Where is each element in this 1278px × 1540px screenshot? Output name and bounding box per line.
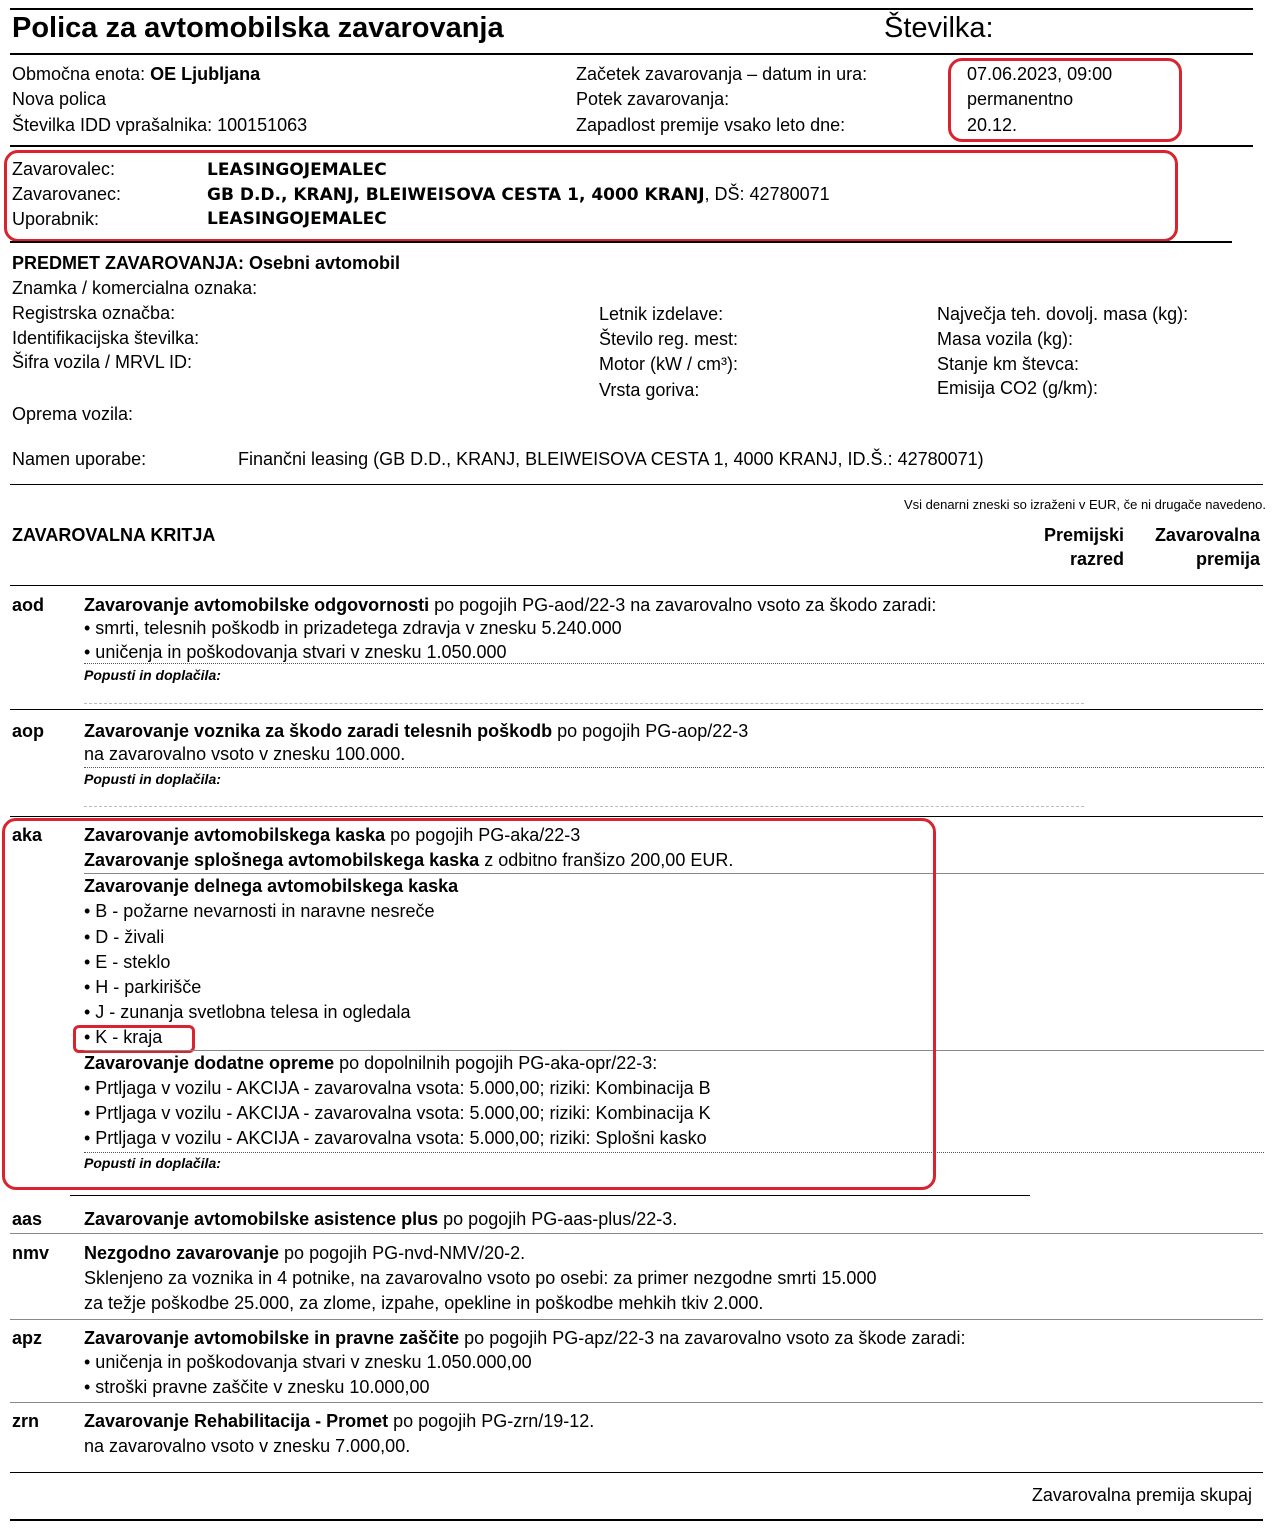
aod-line-1: • smrti, telesnih poškodb in prizadetega zdravja v znesku 5.240.000 bbox=[84, 618, 622, 638]
zrn-rule bbox=[10, 1472, 1263, 1473]
aop-rule bbox=[10, 816, 1263, 817]
aod-discounts: Popusti in doplačila: bbox=[84, 667, 221, 683]
apz-heading: Zavarovanje avtomobilske in pravne zaščite po pogojih PG-apz/22-3 na zavarovalno vsoto za škode zaradi: bbox=[84, 1328, 966, 1348]
policyholder-value: LEASINGOJEMALEC bbox=[207, 160, 387, 180]
aka-dotted-rule bbox=[84, 1152, 1264, 1153]
odometer-label: Stanje km števca: bbox=[937, 354, 1080, 374]
vin-label: Identifikacijska številka: bbox=[12, 328, 200, 348]
aod-rule bbox=[10, 709, 1263, 710]
aop-code: aop bbox=[12, 721, 45, 741]
aop-heading: Zavarovanje voznika za škodo zaradi telesnih poškodb po pogojih PG-aop/22-3 bbox=[84, 721, 749, 741]
due-label: Zapadlost premije vsako leto dne: bbox=[576, 115, 846, 135]
aop-dotted-rule bbox=[84, 767, 1264, 768]
due-value: 20.12. bbox=[967, 115, 1018, 135]
aas-heading: Zavarovanje avtomobilske asistence plus po pogojih PG-aas-plus/22-3. bbox=[84, 1209, 678, 1229]
total-premium-label: Zavarovalna premija skupaj bbox=[1031, 1485, 1252, 1505]
equipment-label: Oprema vozila: bbox=[12, 404, 134, 424]
nmv-code: nmv bbox=[12, 1243, 50, 1263]
zrn-code: zrn bbox=[12, 1411, 39, 1431]
nmv-line-2: za težje poškodbe 25.000, za zlome, izpahe, opekline in poškodbe mehkih tkiv 2.000. bbox=[84, 1293, 764, 1313]
nmv-line-1: Sklenjeno za voznika in 4 potnike, na zavarovalno vsoto po osebi: za primer nezgodne smrti 15.000 bbox=[84, 1268, 877, 1288]
aka-partial-rule bbox=[84, 1050, 1264, 1051]
aod-dotted-rule bbox=[84, 663, 1264, 664]
apz-rule bbox=[10, 1402, 1263, 1403]
reg-label: Registrska označba: bbox=[12, 303, 176, 323]
policy-number-label: Številka: bbox=[884, 12, 994, 44]
aka-general-rule bbox=[84, 873, 1264, 874]
start-value: 07.06.2023, 09:00 bbox=[967, 64, 1113, 84]
aod-faint-rule bbox=[84, 703, 1084, 704]
engine-label: Motor (kW / cm³): bbox=[599, 354, 738, 374]
aka-partial-j: • J - zunanja svetlobna telesa in ogledala bbox=[84, 1002, 411, 1022]
aka-partial-h: • H - parkirišče bbox=[84, 977, 202, 997]
aka-code: aka bbox=[12, 825, 43, 845]
year-label: Letnik izdelave: bbox=[599, 304, 724, 324]
aod-line-2: • uničenja in poškodovanja stvari v znesku 1.050.000 bbox=[84, 642, 507, 662]
aka-partial-title: Zavarovanje delnega avtomobilskega kaska bbox=[84, 876, 459, 896]
aod-heading: Zavarovanje avtomobilske odgovornosti po pogojih PG-aod/22-3 na zavarovalno vsoto za škodo zaradi: bbox=[84, 595, 937, 615]
top-rule bbox=[10, 8, 1253, 10]
aka-partial-e: • E - steklo bbox=[84, 952, 171, 972]
brand-label: Znamka / komercialna oznaka: bbox=[12, 278, 258, 298]
user-value: LEASINGOJEMALEC bbox=[207, 209, 387, 229]
aka-partial-b: • B - požarne nevarnosti in naravne nesreče bbox=[84, 901, 435, 921]
fuel-label: Vrsta goriva: bbox=[599, 380, 700, 400]
info-rule bbox=[10, 145, 1253, 147]
aop-line-1: na zavarovalno vsoto v znesku 100.000. bbox=[84, 744, 406, 764]
aas-rule bbox=[10, 1233, 1263, 1234]
parties-rule bbox=[10, 241, 1232, 243]
aka-extra-heading: Zavarovanje dodatne opreme po dopolnilnih pogojih PG-aka-opr/22-3: bbox=[84, 1053, 658, 1073]
co2-label: Emisija CO2 (g/km): bbox=[937, 378, 1099, 398]
aka-extra-2: • Prtljaga v vozilu - AKCIJA - zavarovalna vsota: 5.000,00; riziki: Kombinacija K bbox=[84, 1103, 711, 1123]
subject-heading: PREDMET ZAVAROVANJA: Osebni avtomobil bbox=[12, 253, 401, 273]
seats-label: Število reg. mest: bbox=[599, 329, 739, 349]
col-premium-line2: premija bbox=[1195, 549, 1260, 569]
aka-extra-3: • Prtljaga v vozilu - AKCIJA - zavarovalna vsota: 5.000,00; riziki: Splošni kasko bbox=[84, 1128, 707, 1148]
max-mass-label: Največja teh. dovolj. masa (kg): bbox=[937, 304, 1189, 324]
insured-row bbox=[207, 184, 830, 205]
expiry-value: permanentno bbox=[967, 89, 1074, 109]
col-class-line2: razred bbox=[1069, 549, 1124, 569]
page-title: Polica za avtomobilska zavarovanja bbox=[12, 12, 504, 44]
zrn-line-1: na zavarovalno vsoto v znesku 7.000,00. bbox=[84, 1436, 411, 1456]
aka-discounts: Popusti in doplačila: bbox=[84, 1155, 221, 1171]
subject-rule bbox=[10, 484, 1263, 485]
zrn-heading: Zavarovanje Rehabilitacija - Promet po pogojih PG-zrn/19-12. bbox=[84, 1411, 595, 1431]
vehicle-code-label: Šifra vozila / MRVL ID: bbox=[12, 352, 193, 372]
aop-discounts: Popusti in doplačila: bbox=[84, 771, 221, 787]
nmv-heading: Nezgodno zavarovanje po pogojih PG-nvd-NMV/20-2. bbox=[84, 1243, 526, 1263]
start-label: Začetek zavarovanja – datum in ura: bbox=[576, 64, 868, 84]
purpose-label: Namen uporabe: bbox=[12, 449, 147, 469]
aka-extra-1: • Prtljaga v vozilu - AKCIJA - zavarovalna vsota: 5.000,00; riziki: Kombinacija B bbox=[84, 1078, 711, 1098]
user-label: Uporabnik: bbox=[12, 209, 100, 229]
apz-line-2: • stroški pravne zaščite v znesku 10.000,00 bbox=[84, 1377, 430, 1397]
mass-label: Masa vozila (kg): bbox=[937, 329, 1074, 349]
aka-rule bbox=[70, 1195, 1030, 1196]
aka-general: Zavarovanje splošnega avtomobilskega kaska z odbitno franšizo 200,00 EUR. bbox=[84, 850, 734, 870]
aas-code: aas bbox=[12, 1209, 43, 1229]
idd-row: Številka IDD vprašalnika: 100151063 bbox=[12, 115, 308, 135]
insured-tax: , DŠ: 42780071 bbox=[704, 184, 830, 204]
insured-label: Zavarovanec: bbox=[12, 184, 122, 204]
policyholder-label: Zavarovalec: bbox=[12, 159, 116, 179]
policy-type: Nova polica bbox=[12, 89, 107, 109]
aod-code: aod bbox=[12, 595, 45, 615]
bottom-rule bbox=[10, 1519, 1263, 1521]
apz-line-1: • uničenja in poškodovanja stvari v znesku 1.050.000,00 bbox=[84, 1352, 532, 1372]
aop-faint-rule bbox=[84, 806, 1084, 807]
aka-partial-k: • K - kraja bbox=[84, 1027, 163, 1047]
coverage-heading: ZAVAROVALNA KRITJA bbox=[12, 525, 216, 545]
col-premium-line1: Zavarovalna bbox=[1154, 525, 1260, 545]
nmv-rule bbox=[10, 1319, 1263, 1320]
aka-heading: Zavarovanje avtomobilskega kaska po pogojih PG-aka/22-3 bbox=[84, 825, 581, 845]
currency-note: Vsi denarni zneski so izraženi v EUR, če ni drugače navedeno. bbox=[903, 497, 1266, 512]
col-class-line1: Premijski bbox=[1043, 525, 1124, 545]
expiry-label: Potek zavarovanja: bbox=[576, 89, 730, 109]
aka-partial-d: • D - živali bbox=[84, 927, 165, 947]
idd-value: 100151063 bbox=[217, 115, 308, 135]
apz-code: apz bbox=[12, 1328, 43, 1348]
unit-row: Območna enota: OE Ljubljana bbox=[12, 64, 261, 84]
coverage-header-rule bbox=[10, 585, 1263, 586]
unit-value: OE Ljubljana bbox=[150, 64, 261, 84]
insured-value: GB D.D., KRANJ, BLEIWEISOVA CESTA 1, 4000 KRANJ bbox=[207, 185, 705, 205]
header-rule bbox=[10, 53, 1253, 55]
purpose-value: Finančni leasing (GB D.D., KRANJ, BLEIWEISOVA CESTA 1, 4000 KRANJ, ID.Š.: 42780071) bbox=[238, 449, 984, 469]
